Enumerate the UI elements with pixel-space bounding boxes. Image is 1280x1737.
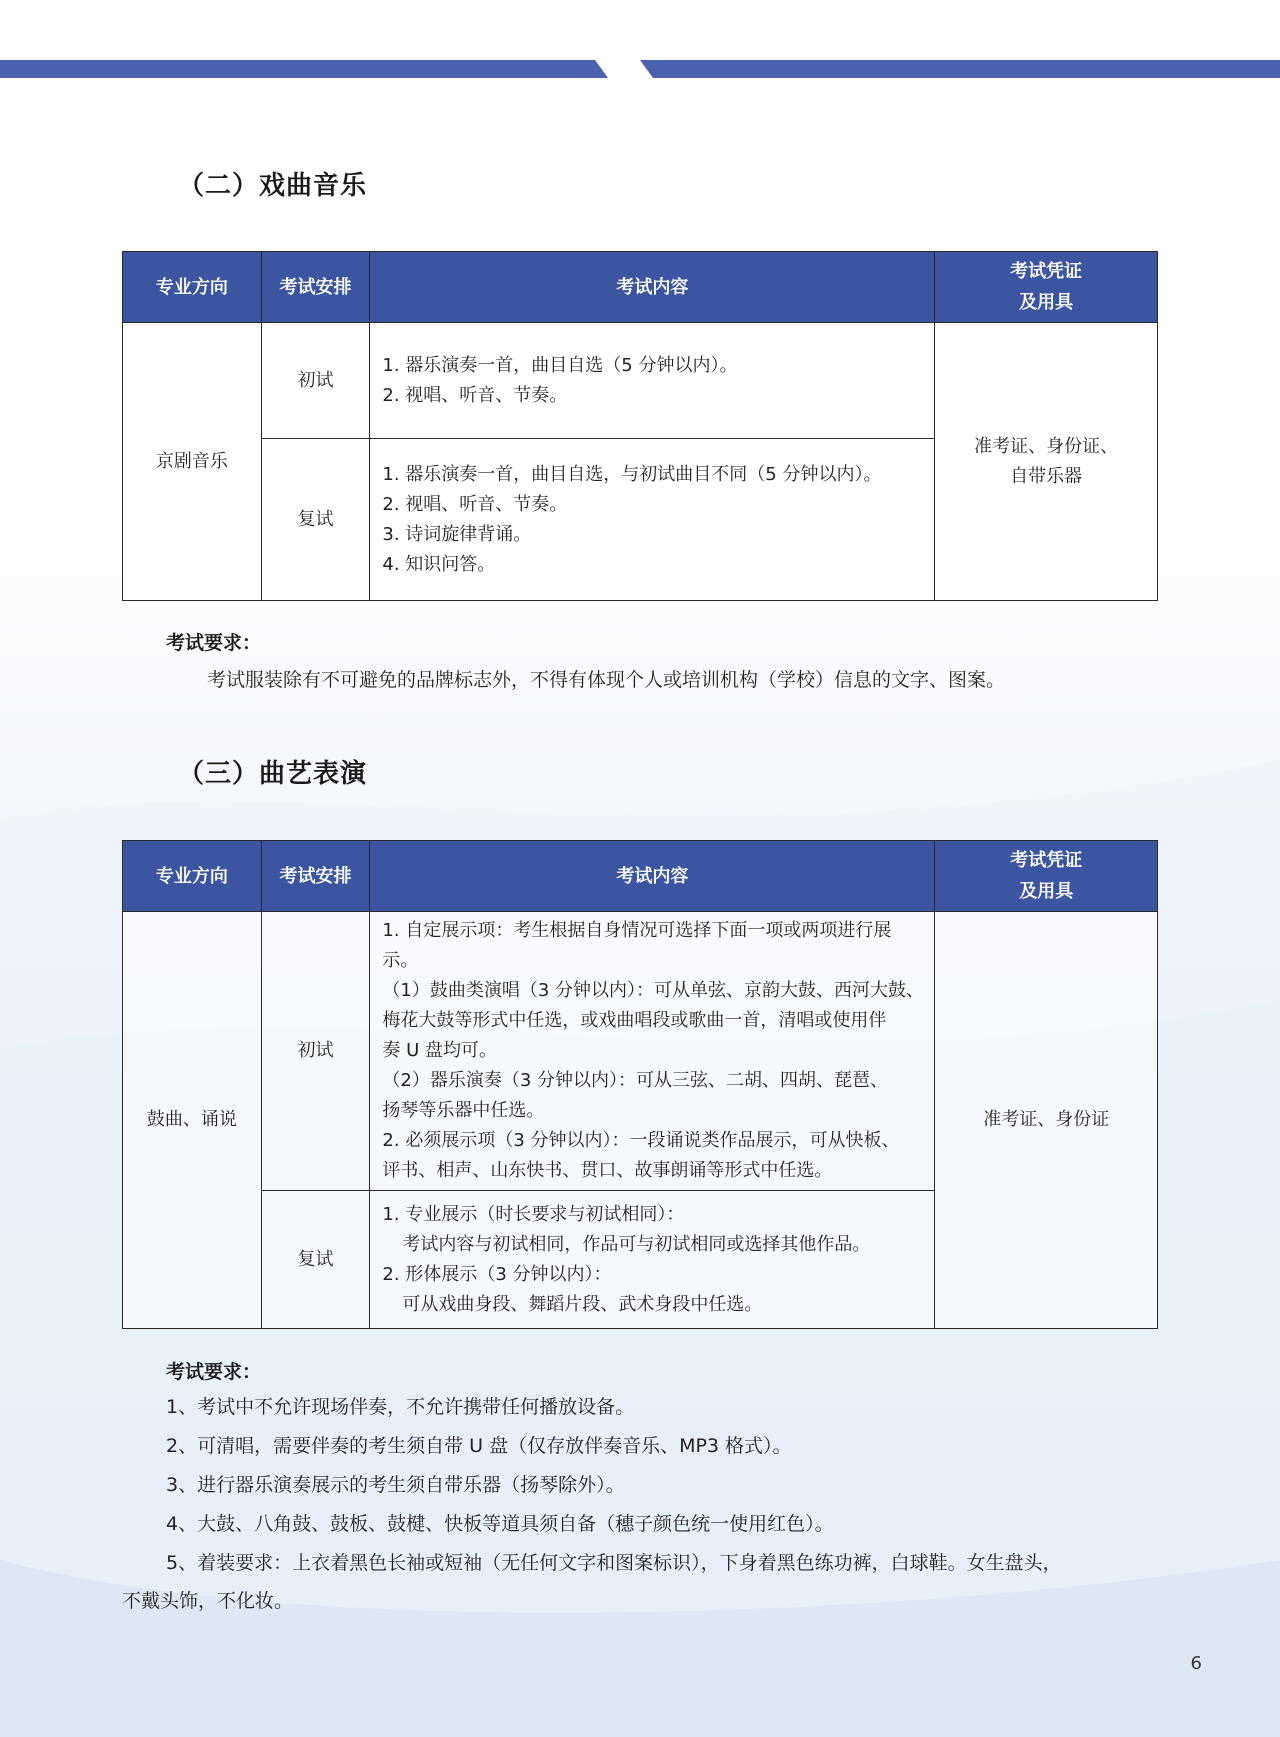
content-line: 2. 形体展示（3 分钟以内）： — [382, 1263, 612, 1285]
header-content: 考试内容 — [370, 841, 935, 912]
table-header-row — [123, 841, 1158, 912]
requirement-item-5: 5、着装要求：上衣着黑色长袖或短袖（无任何文字和图案标识），下身着黑色练功裤，白球鞋。女生盘头， — [166, 1552, 1062, 1574]
header-credentials-line2: 及用具 — [1019, 881, 1074, 902]
content-line: 奏 U 盘均可。 — [382, 1040, 498, 1061]
content-line: 1. 器乐演奏一首，曲目自选，与初试曲目不同（5 分钟以内）。 — [382, 463, 882, 485]
content-line: 2. 必须展示项（3 分钟以内）：一段诵说类作品展示，可从快板、 — [382, 1130, 900, 1151]
credentials-line1: 准考证、身份证、 — [974, 435, 1119, 457]
content-line: 评书、相声、山东快书、贯口、故事朗诵等形式中任选。 — [382, 1160, 833, 1181]
header-major: 专业方向 — [123, 841, 262, 912]
content-line: 考试内容与初试相同，作品可与初试相同或选择其他作品。 — [402, 1233, 871, 1255]
credentials-cell: 准考证、身份证 — [935, 912, 1158, 1329]
prelim-content — [370, 323, 935, 439]
requirement-item-5-continued: 不戴头饰，不化妆。 — [122, 1590, 294, 1612]
prelim-content — [370, 912, 935, 1191]
content-line: 1. 器乐演奏一首，曲目自选（5 分钟以内）。 — [382, 354, 738, 376]
content-line: 3. 诗词旋律背诵。 — [382, 523, 532, 545]
content-line: 可从戏曲身段、舞蹈片段、武术身段中任选。 — [402, 1293, 763, 1315]
opera-music-table — [122, 251, 1158, 601]
requirements-text: 考试服装除有不可避免的品牌标志外，不得有体现个人或培训机构（学校）信息的文字、图案。 — [207, 669, 1006, 691]
content-line: 1. 专业展示（时长要求与初试相同）： — [382, 1203, 685, 1225]
header-schedule: 考试安排 — [261, 252, 370, 323]
final-content — [370, 439, 935, 601]
header-credentials-line2: 及用具 — [1019, 292, 1074, 313]
requirement-item-2: 2、可清唱，需要伴奏的考生须自带 U 盘（仅存放伴奏音乐、MP3 格式）。 — [166, 1435, 792, 1457]
header-schedule: 考试安排 — [261, 841, 370, 912]
requirement-item-4: 4、大鼓、八角鼓、鼓板、鼓楗、快板等道具须自备（穗子颜色统一使用红色）。 — [166, 1513, 834, 1535]
header-credentials-line1: 考试凭证 — [1010, 850, 1083, 871]
header-credentials — [935, 841, 1158, 912]
requirement-item-1: 1、考试中不允许现场伴奏，不允许携带任何播放设备。 — [166, 1396, 635, 1418]
header-content: 考试内容 — [370, 252, 935, 323]
header-credentials — [935, 252, 1158, 323]
prelim-label: 初试 — [261, 323, 370, 439]
content-line: （1）鼓曲类演唱（3 分钟以内）：可从单弦、京韵大鼓、西河大鼓、 — [382, 980, 925, 1001]
header-major: 专业方向 — [123, 252, 262, 323]
section-title-quyi: （三）曲艺表演 — [178, 759, 368, 789]
final-label: 复试 — [261, 439, 370, 601]
header-credentials-line1: 考试凭证 — [1010, 261, 1083, 282]
major-cell: 京剧音乐 — [123, 323, 262, 601]
content-line: 2. 视唱、听音、节奏。 — [382, 384, 568, 406]
table-header-row — [123, 252, 1158, 323]
final-label: 复试 — [261, 1191, 370, 1329]
content-line: 示。 — [382, 950, 419, 971]
credentials-line2: 自带乐器 — [1010, 465, 1083, 487]
final-content — [370, 1191, 935, 1329]
credentials-cell — [935, 323, 1158, 601]
content-line: 4. 知识问答。 — [382, 553, 496, 575]
requirements-label: 考试要求： — [166, 1361, 262, 1383]
requirements-label: 考试要求： — [166, 632, 262, 654]
prelim-label: 初试 — [261, 912, 370, 1191]
content-line: （2）器乐演奏（3 分钟以内）：可从三弦、二胡、四胡、琵琶、 — [382, 1070, 889, 1091]
quyi-table — [122, 840, 1158, 1329]
content-line: 扬琴等乐器中任选。 — [382, 1100, 545, 1121]
content-line: 梅花大鼓等形式中任选，或戏曲唱段或歌曲一首，清唱或使用伴 — [382, 1010, 887, 1031]
section-title-opera-music: （二）戏曲音乐 — [178, 171, 368, 201]
content-line: 1. 自定展示项：考生根据自身情况可选择下面一项或两项进行展 — [382, 920, 892, 941]
content-line: 2. 视唱、听音、节奏。 — [382, 493, 568, 515]
major-cell: 鼓曲、诵说 — [123, 912, 262, 1329]
page-number: 6 — [1190, 1653, 1202, 1674]
requirement-item-3: 3、进行器乐演奏展示的考生须自带乐器（扬琴除外）。 — [166, 1474, 625, 1496]
table-row — [123, 912, 1158, 1191]
table-row — [123, 323, 1158, 439]
